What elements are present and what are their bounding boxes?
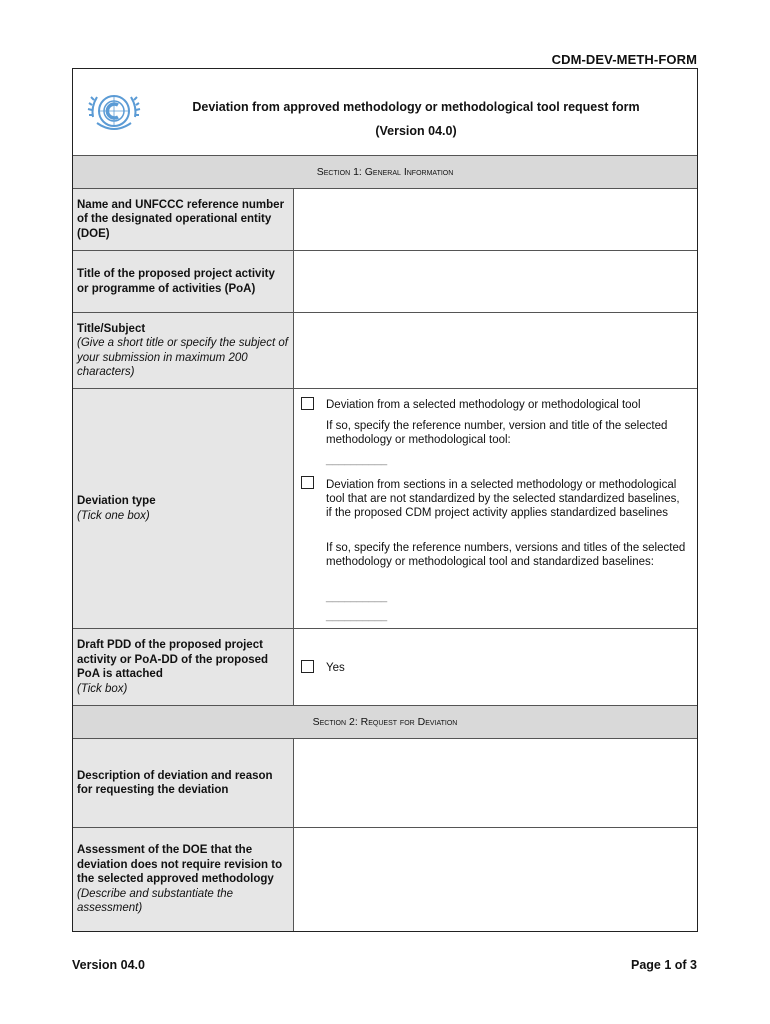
document-code: CDM-DEV-METH-FORM <box>551 52 697 67</box>
assessment-hint: (Describe and substantiate the assessment) <box>77 887 233 915</box>
sections-blank-2[interactable]: __________ <box>326 610 388 622</box>
project-title-label: Title of the proposed project activity or programme of activities (PoA) <box>73 251 294 312</box>
pdd-hint: (Tick box) <box>77 682 128 695</box>
deviation-type-label: Deviation type (Tick one box) <box>73 389 294 628</box>
description-label: Description of deviation and reason for requesting the deviation <box>73 739 294 827</box>
option-sections-label: Deviation from sections in a selected methodology or methodological tool that are not standardized by the selected standardized baselines, if the proposed CDM project activity applies standardized baselines <box>326 479 680 519</box>
doe-row <box>73 188 697 250</box>
description-input[interactable] <box>294 739 697 827</box>
deviation-type-options <box>294 389 697 628</box>
form-title-block <box>143 95 689 143</box>
pdd-options <box>294 629 697 705</box>
option-methodology-detail: If so, specify the reference number, version and title of the selected methodology or methodological tool: <box>326 420 668 446</box>
section-1-heading: Section 1: General Information <box>73 155 697 188</box>
assessment-label: Assessment of the DOE that the deviation does not require revision to the selected approved methodology (Describe and substantiate the assessment) <box>73 828 294 931</box>
unfccc-logo <box>85 87 143 137</box>
sections-blank-1[interactable]: __________ <box>326 591 388 603</box>
deviation-type-row <box>73 388 697 628</box>
subject-input[interactable] <box>294 313 697 388</box>
assessment-row <box>73 827 697 931</box>
footer-version: Version 04.0 <box>72 958 145 972</box>
option-sections-checkbox[interactable] <box>301 476 314 489</box>
methodology-blank[interactable]: __________ <box>326 454 388 466</box>
option-sections-detail: If so, specify the reference numbers, versions and titles of the selected methodology or methodological tool and standardized baselines: <box>326 542 686 568</box>
option-methodology-label: Deviation from a selected methodology or methodological tool <box>326 399 641 411</box>
subject-label: Title/Subject (Give a short title or specify the subject of your submission in maximum 200 characters) <box>73 313 294 388</box>
assessment-input[interactable] <box>294 828 697 931</box>
footer-page-number: Page 1 of 3 <box>631 958 697 972</box>
form-title: Deviation from approved methodology or methodological tool request form <box>192 100 640 114</box>
doe-label: Name and UNFCCC reference number of the designated operational entity (DOE) <box>73 189 294 250</box>
section-2-heading: Section 2: Request for Deviation <box>73 705 697 738</box>
subject-hint: (Give a short title or specify the subject of your submission in maximum 200 characters) <box>77 337 288 378</box>
pdd-yes-label: Yes <box>326 662 345 674</box>
form-header <box>73 69 697 155</box>
pdd-yes-checkbox[interactable] <box>301 660 314 673</box>
option-methodology-checkbox[interactable] <box>301 397 314 410</box>
subject-row <box>73 312 697 388</box>
form-version: (Version 04.0) <box>375 124 457 138</box>
deviation-type-hint: (Tick one box) <box>77 509 150 522</box>
description-row <box>73 738 697 827</box>
project-title-row <box>73 250 697 312</box>
project-title-input[interactable] <box>294 251 697 312</box>
pdd-row <box>73 628 697 705</box>
pdd-label: Draft PDD of the proposed project activity or PoA-DD of the proposed PoA is attached (Tick box) <box>73 629 294 705</box>
doe-input[interactable] <box>294 189 697 250</box>
request-form-table <box>72 68 698 932</box>
